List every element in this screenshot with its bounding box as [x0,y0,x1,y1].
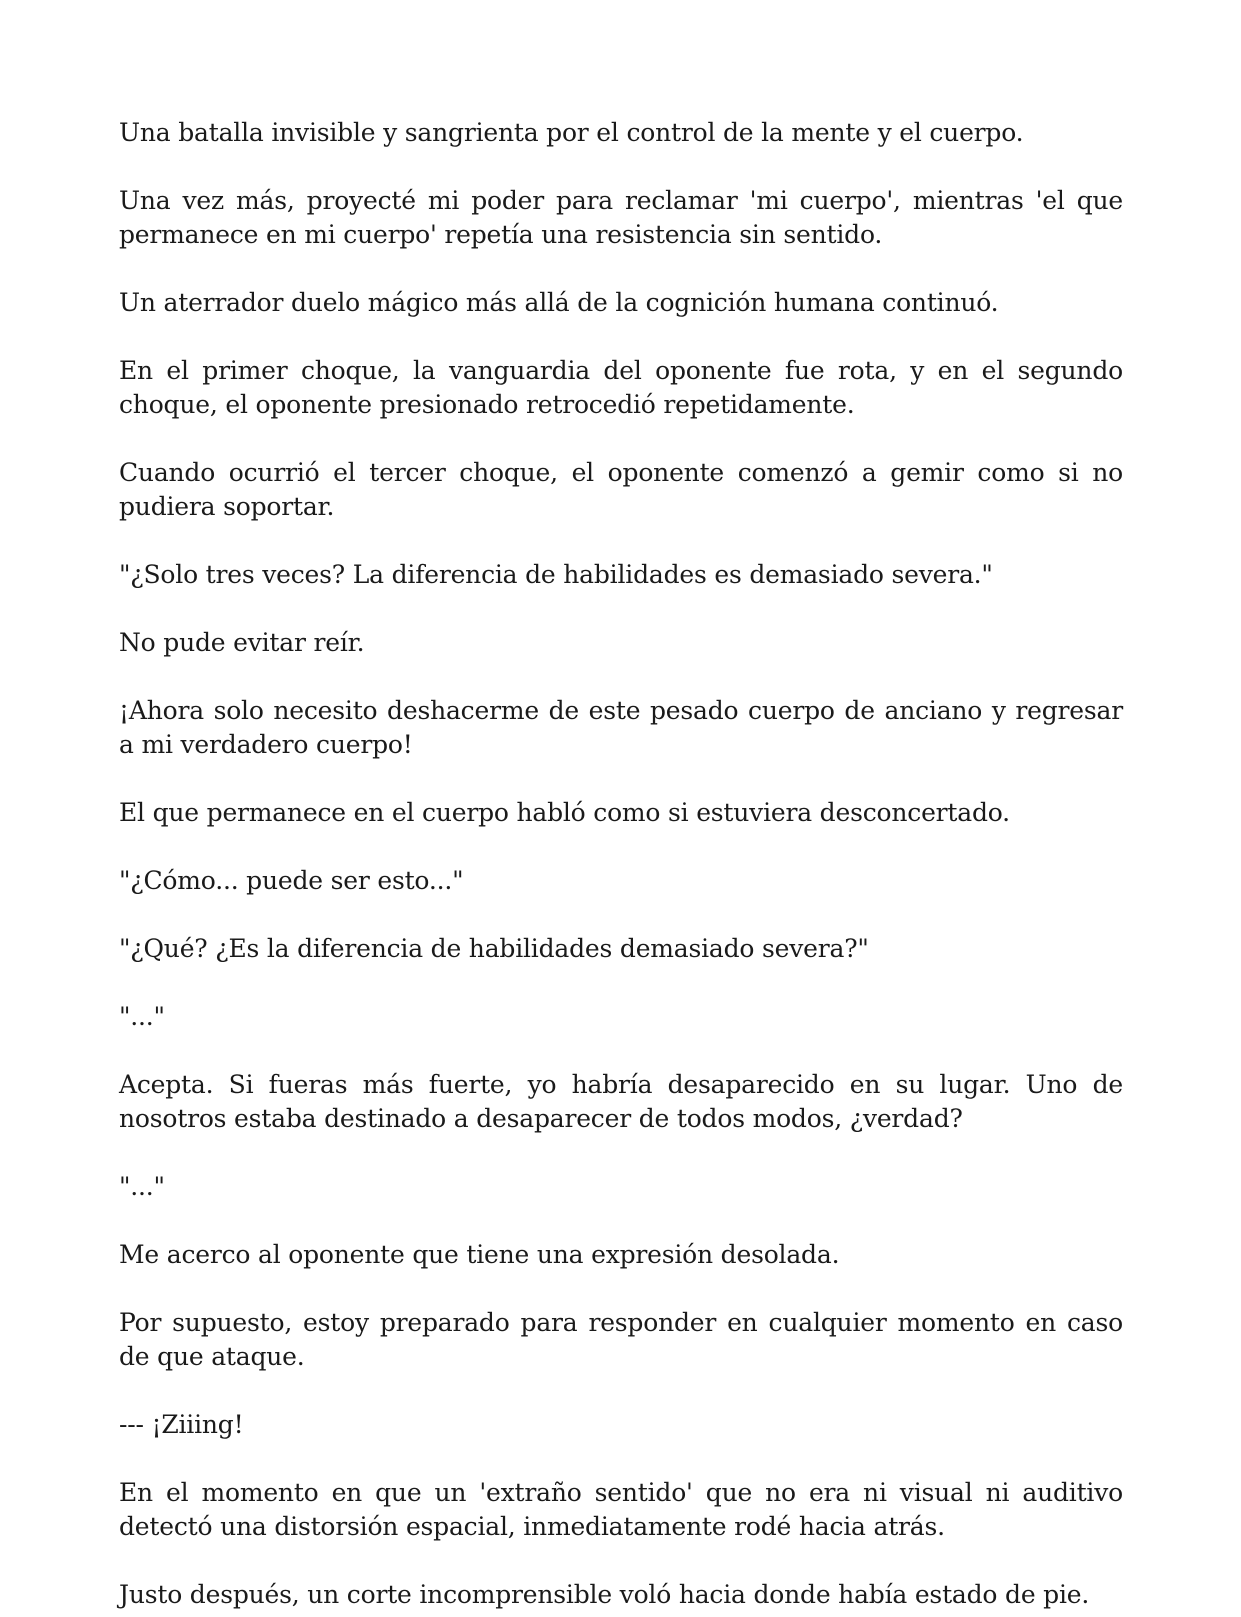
paragraph: "¿Cómo... puede ser esto..." [119,866,464,895]
paragraph: Una vez más, proyecté mi poder para reclamar 'mi cuerpo', mientras 'el que permanece en mi cuerpo' repetía una resistencia sin sentido. [119,186,1123,249]
paragraph: "¿Solo tres veces? La diferencia de habilidades es demasiado severa." [119,560,993,589]
paragraph: --- ¡Ziiing! [119,1410,244,1439]
paragraph: Una batalla invisible y sangrienta por el control de la mente y el cuerpo. [119,118,1024,147]
paragraph: Cuando ocurrió el tercer choque, el oponente comenzó a gemir como si no pudiera soportar. [119,458,1123,521]
body-text [119,116,1123,1617]
paragraph: Un aterrador duelo mágico más allá de la cognición humana continuó. [119,288,999,317]
paragraph: No pude evitar reír. [119,628,365,657]
paragraph: Me acerco al oponente que tiene una expresión desolada. [119,1240,840,1269]
paragraph: Por supuesto, estoy preparado para responder en cualquier momento en caso de que ataque. [119,1308,1123,1371]
paragraph: "..." [119,1172,165,1201]
paragraph: En el primer choque, la vanguardia del oponente fue rota, y en el segundo choque, el oponente presionado retrocedió repetidamente. [119,356,1123,419]
paragraph: ¡Ahora solo necesito deshacerme de este pesado cuerpo de anciano y regresar a mi verdadero cuerpo! [119,696,1123,759]
paragraph: "¿Qué? ¿Es la diferencia de habilidades demasiado severa?" [119,934,869,963]
paragraph: En el momento en que un 'extraño sentido' que no era ni visual ni auditivo detectó una distorsión espacial, inmediatamente rodé hacia atrás. [119,1478,1123,1541]
paragraph: Justo después, un corte incomprensible voló hacia donde había estado de pie. [119,1580,1090,1609]
paragraph: "..." [119,1002,165,1031]
paragraph: El que permanece en el cuerpo habló como si estuviera desconcertado. [119,798,1010,827]
paragraph: Acepta. Si fueras más fuerte, yo habría desaparecido en su lugar. Uno de nosotros estaba destinado a desaparecer de todos modos, ¿verdad? [119,1070,1123,1133]
